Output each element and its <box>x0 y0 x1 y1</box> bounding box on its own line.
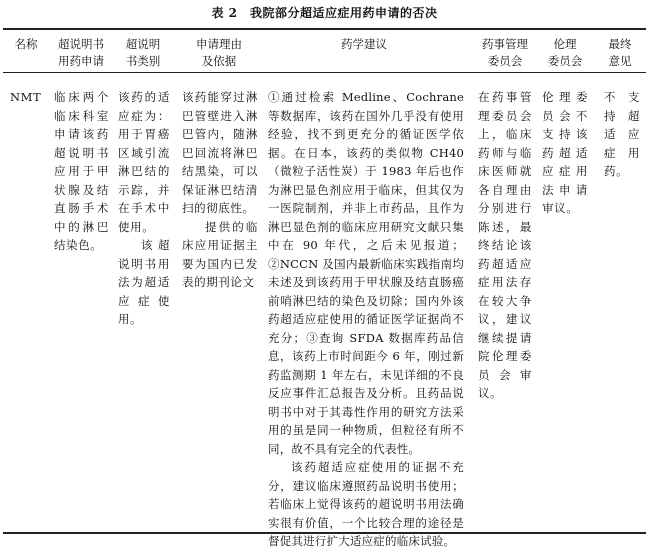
cell-ethics <box>542 88 588 218</box>
table-header-rule <box>3 72 646 73</box>
table-top-rule <box>3 28 646 30</box>
category-paragraph-1: 该药的适应症为：用于胃癌区域引流淋巴结的示踪，并在手术中使用。 <box>118 90 170 234</box>
cell-reason <box>182 88 258 292</box>
cell-request <box>54 88 109 255</box>
cell-category <box>118 88 170 329</box>
committee-text: 在药事管理委员会上，临床药师与临床医师就各自理由分别进行陈述，最终结论该药超适应症用法存在较大争议，建议继续提请院伦理委员会审议。 <box>478 90 532 400</box>
category-paragraph-2: 该超说明书用法为超适应症使用。 <box>118 238 170 326</box>
pharmacy-paragraph-1: ①通过检索 Medline、Cochrane 等数据库，该药在国外几乎没有使用经验，找不到更充分的循证医学依据。在日本，该药的类似物 CH40（微粒子活性炭）于 1983 年后也作为淋巴显色剂应用于临床，但其仅为一医院制剂，并非上市药品，且作为淋巴显色剂的临床应用研究文献只集中在 90 年代，之后未见报道；②NCCN 及国内最新临床实践指南均未述及到该药用于甲状腺及结直肠癌前哨淋巴结的染色及切除；国内外该药超适应症使用的循证医学证据尚不充分；③查询 SFDA 数据库药品信息，该药上市时间距今 6 年，刚过新药监测期 1 年左右，未见详细的不良反应事件汇总报告及分析。且药品说明书中对于其毒性作用的研究方法采用的虽是同一种物质，但粒径有所不同，故不具有完全的代表性。 <box>268 90 464 456</box>
reason-paragraph-2: 提供的临床应用证据主要为国内已发表的期刊论文 <box>182 219 258 289</box>
header-final: 最终 意见 <box>608 37 632 68</box>
header-committee: 药事管理 委员会 <box>482 37 528 68</box>
cell-name: NMT <box>10 90 42 104</box>
pharmacy-paragraph-2: 该药超适应症使用的证据不充分，建议临床遵照药品说明书使用；若临床上觉得该药的超说明书用法确实很有价值，一个比较合理的途径是督促其进行扩大适应症的临床试验。 <box>268 460 464 548</box>
cell-pharmacy <box>268 88 464 551</box>
header-ethics: 伦理 委员会 <box>547 37 583 68</box>
cell-committee <box>478 88 532 403</box>
table-caption: 表 2 我院部分超适应症用药申请的否决 <box>211 6 438 20</box>
header-request: 超说明书 用药申请 <box>58 37 104 68</box>
request-text: 临床两个临床科室申请该药超说明书应用于甲状腺及结直肠手术中的淋巴结染色。 <box>54 90 109 252</box>
reason-paragraph-1: 该药能穿过淋巴管壁进入淋巴管内，随淋巴回流将淋巴结黑染，可以保证淋巴结清扫的彻底性。 <box>182 90 258 215</box>
ethics-text: 伦理委员会不支持该药超适应症用法申请审议。 <box>542 90 588 215</box>
final-text: 不支持超适应症用药。 <box>604 90 640 178</box>
header-name: 名称 <box>14 37 38 51</box>
header-reason: 申请理由 及依据 <box>196 37 242 68</box>
header-category: 超说明 书类别 <box>125 37 161 68</box>
cell-final <box>604 88 640 181</box>
header-pharmacy: 药学建议 <box>341 37 387 51</box>
